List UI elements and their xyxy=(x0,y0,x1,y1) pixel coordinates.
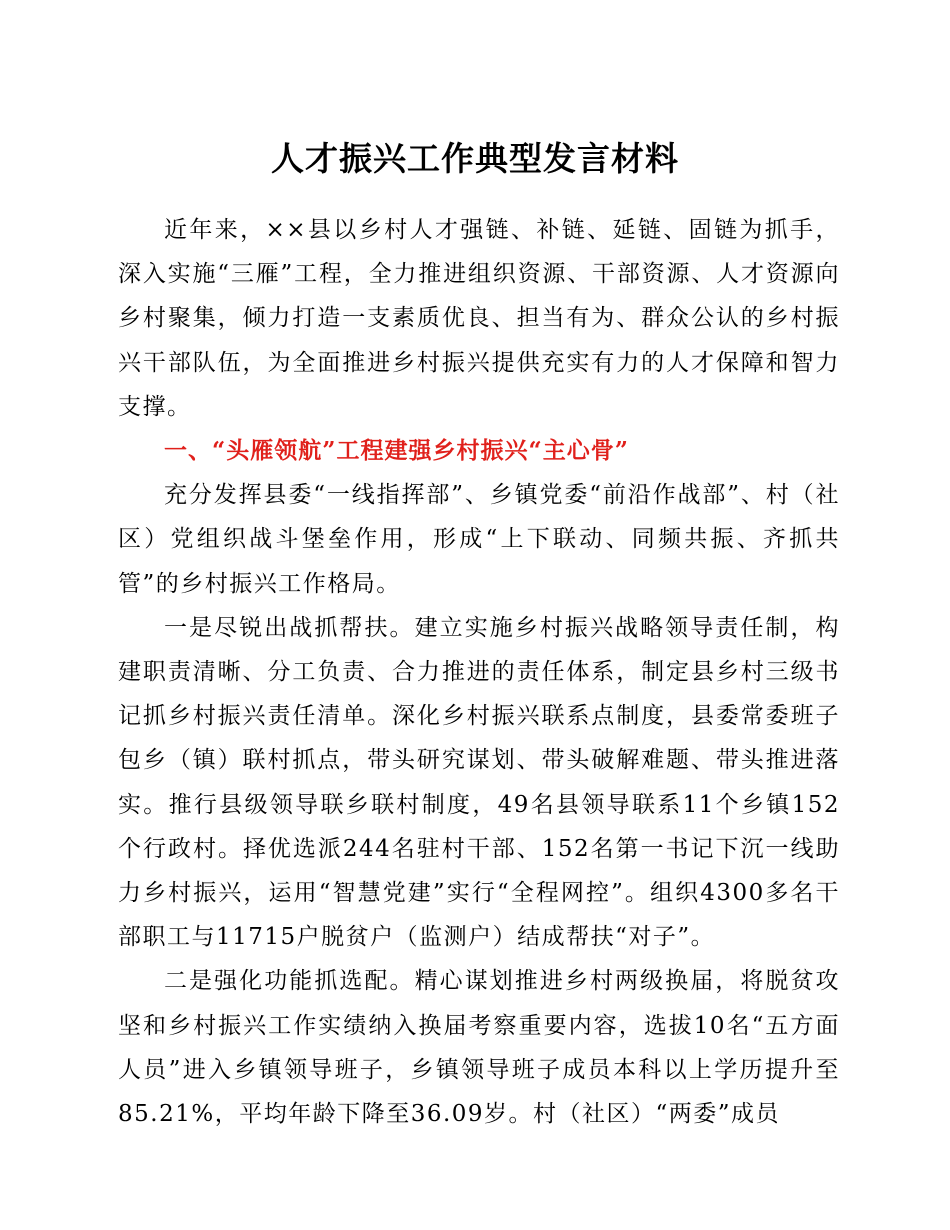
body-paragraph-1: 一是尽锐出战抓帮扶。建立实施乡村振兴战略领导责任制，构建职责清晰、分工负责、合力推进的责任体系，制定县乡村三级书记抓乡村振兴责任清单。深化乡村振兴联系点制度，县委常委班子包乡（镇）联村抓点，带头研究谋划、带头破解难题、带头推进落实。推行县级领导联乡联村制度，49名县领导联系11个乡镇152个行政村。择优选派244名驻村干部、152名第一书记下沉一线助力乡村振兴，运用“智慧党建”实行“全程网控”。组织4300多名干部职工与11715户脱贫户（监测户）结成帮扶“对子”。 xyxy=(118,614,840,951)
body-paragraph-2: 二是强化功能抓选配。精心谋划推进乡村两级换届，将脱贫攻坚和乡村振兴工作实绩纳入换届考察重要内容，选拔10名“五方面人员”进入乡镇领导班子，乡镇领导班子成员本科以上学历提升至85.21%，平均年龄下降至36.09岁。村（社区）“两委”成员 xyxy=(118,968,840,1128)
intro-paragraph: 近年来，××县以乡村人才强链、补链、延链、固链为抓手，深入实施“三雁”工程，全力推进组织资源、干部资源、人才资源向乡村聚集，倾力打造一支素质优良、担当有为、群众公认的乡村振兴干部队伍，为全面推进乡村振兴提供充实有力的人才保障和智力支撑。 xyxy=(118,217,840,420)
section-intro-paragraph: 充分发挥县委“一线指挥部”、乡镇党委“前沿作战部”、村（社区）党组织战斗堡垒作用，形成“上下联动、同频共振、齐抓共管”的乡村振兴工作格局。 xyxy=(118,482,840,597)
document-body xyxy=(118,208,840,1136)
section-heading-1: 一、“头雁领航”工程建强乡村振兴“主心骨” xyxy=(164,437,629,465)
document-title: 人才振兴工作典型发言材料 xyxy=(271,139,679,178)
